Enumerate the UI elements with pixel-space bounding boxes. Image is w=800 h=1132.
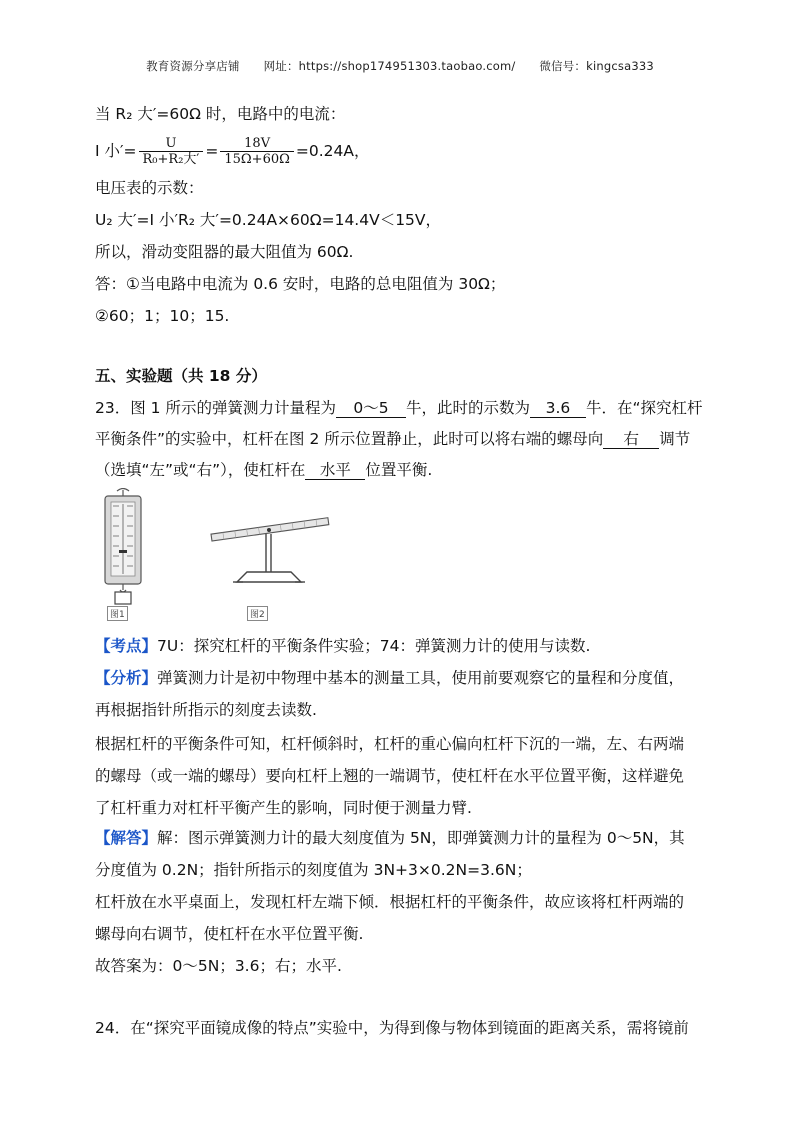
lever-figure [207, 508, 357, 588]
q23-text-c: 牛．在“探究杠杆 [585, 399, 703, 417]
jieda-line-1 [95, 828, 685, 848]
fraction-1-denominator: R₀+R₂大′ [142, 152, 200, 167]
figure-2-label: 图2 [247, 606, 268, 621]
fraction-2-numerator: 18V [220, 136, 294, 152]
q23-text-a: 23．图 1 所示的弹簧测力计量程为 [95, 399, 336, 417]
kaodian-text: 7U：探究杠杆的平衡条件实验；74：弹簧测力计的使用与读数. [157, 637, 591, 655]
kaodian-tag: 【考点】 [95, 637, 158, 655]
answer-blank-direction: 右 [603, 430, 659, 449]
jieda-text-1: 解：图示弹簧测力计的最大刻度值为 5N，即弹簧测力计的量程为 0～5N，其 [157, 829, 685, 847]
fenxi-line-2: 再根据指针所指示的刻度去读数. [95, 701, 317, 719]
q23-text-f: （选填“左”或“右”），使杠杆在 [95, 461, 306, 479]
prev-line-5: 所以，滑动变阻器的最大阻值为 60Ω. [95, 243, 354, 261]
q23-text-e: 调节 [659, 430, 691, 448]
q24-line-1: 24．在“探究平面镜成像的特点”实验中，为得到像与物体到镜面的距离关系，需将镜前 [95, 1019, 689, 1037]
jieda-tag: 【解答】 [95, 829, 158, 847]
q23-text-d: 平衡条件”的实验中，杠杆在图 2 所示位置静止，此时可以将右端的螺母向 [95, 430, 604, 448]
fraction-1 [139, 136, 204, 167]
fenxi-line-3: 根据杠杆的平衡条件可知，杠杆倾斜时，杠杆的重心偏向杠杆下沉的一端，左、右两端 [95, 735, 685, 753]
q23-line-1 [95, 398, 703, 418]
q23-text-b: 牛，此时的示数为 [405, 399, 530, 417]
answer-blank-reading: 3.6 [530, 399, 586, 418]
section-title: 五、实验题（共 18 分） [95, 367, 267, 385]
kaodian-line [95, 636, 590, 656]
q23-text-g: 位置平衡. [365, 461, 433, 479]
fenxi-line-5: 了杠杆重力对杠杆平衡产生的影响，同时便于测量力臂. [95, 799, 472, 817]
fenxi-line-4: 的螺母（或一端的螺母）要向杠杆上翘的一端调节，使杠杆在水平位置平衡，这样避免 [95, 767, 685, 785]
prev-line-2 [95, 136, 370, 167]
jieda-line-3: 杠杆放在水平桌面上，发现杠杆左端下倾．根据杠杆的平衡条件，故应该将杠杆两端的 [95, 893, 685, 911]
jieda-line-2: 分度值为 0.2N；指针所指示的刻度值为 3N+3×0.2N=3.6N； [95, 861, 532, 879]
equals-sign: = [205, 142, 219, 160]
fenxi-text-1: 弹簧测力计是初中物理中基本的测量工具，使用前要观察它的量程和分度值， [157, 669, 685, 687]
prev-line-3: 电压表的示数： [95, 179, 204, 197]
prev-line-4: U₂ 大′=I 小′R₂ 大′=0.24A×60Ω=14.4V＜15V， [95, 211, 442, 229]
figure-1-label: 图1 [107, 606, 128, 621]
jieda-line-4: 螺母向右调节，使杠杆在水平位置平衡. [95, 925, 364, 943]
q23-line-3 [95, 460, 432, 480]
figures [95, 488, 355, 618]
current-result: =0.24A， [295, 142, 370, 160]
answer-blank-range: 0～5 [336, 399, 406, 418]
fraction-2-denominator: 15Ω+60Ω [224, 152, 290, 167]
header-shop: 教育资源分享店铺 [146, 59, 240, 73]
header-wechat: 微信号：kingcsa333 [539, 59, 654, 73]
answer-blank-position: 水平 [305, 461, 365, 480]
current-symbol: I 小′= [95, 142, 137, 160]
page-header [0, 58, 800, 74]
fenxi-line-1 [95, 668, 684, 688]
prev-line-7: ②60；1；10；15. [95, 307, 230, 325]
prev-line-6: 答：①当电路中电流为 0.6 安时，电路的总电阻值为 30Ω； [95, 275, 506, 293]
fenxi-tag: 【分析】 [95, 669, 158, 687]
q23-line-2 [95, 429, 690, 449]
prev-line-1: 当 R₂ 大′=60Ω 时，电路中的电流： [95, 105, 346, 123]
answer-line: 故答案为：0～5N；3.6；右；水平. [95, 957, 342, 975]
fraction-2 [220, 136, 294, 167]
spring-scale-figure [99, 488, 149, 606]
header-site: 网址：https://shop174951303.taobao.com/ [263, 59, 516, 73]
fraction-1-numerator: U [139, 136, 204, 152]
